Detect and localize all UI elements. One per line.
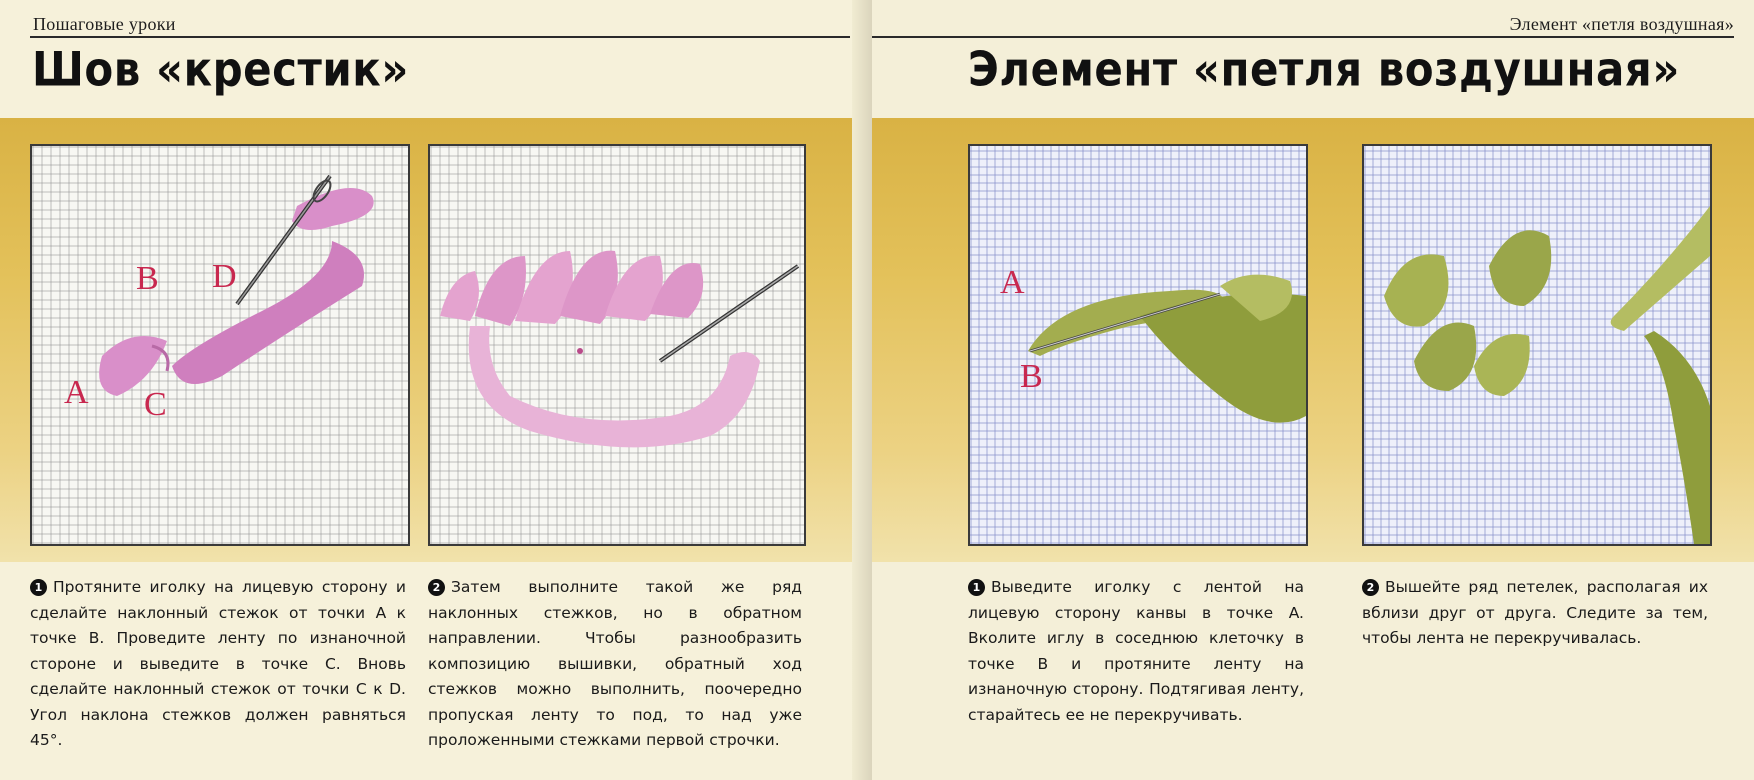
step-2-loop-text: Вышейте ряд петелек, располагая их вблизи друг от друга. Следите за тем, чтобы лента не перекручивалась. [1362,578,1708,647]
left-page [0,0,872,780]
ribbon-illustration-pink-2 [430,146,804,544]
photo-loop-step2 [1362,144,1712,546]
step-2-loop-caption [1362,575,1708,652]
photo-cross-stitch-step2 [428,144,806,546]
step-2-caption [428,575,802,754]
right-page-title: Элемент «петля воздушная» [968,42,1680,97]
right-running-head: Элемент «петля воздушная» [1509,14,1734,34]
label-a: A [64,374,89,411]
label-b: B [136,260,159,297]
step-1-loop-number: 1 [968,579,985,596]
step-2-loop-number: 2 [1362,579,1379,596]
ribbon-illustration-pink-1 [32,146,408,544]
photo-loop-step1 [968,144,1308,546]
step-2-number: 2 [428,579,445,596]
ribbon-illustration-green-1 [970,146,1306,544]
photo-cross-stitch-step1 [30,144,410,546]
label-a-loop: A [1000,264,1025,301]
left-header-rule [30,36,850,38]
step-2-text: Затем выполните такой же ряд наклонных стежков, но в обратном направлении. Чтобы разнообразить композицию вышивки, обратный ход стежков можно выполнить, поочередно пропуская ленту то под, то над уже проложенными стежками первой строчки. [428,578,802,749]
step-1-loop-caption [968,575,1304,728]
right-page [872,0,1754,780]
right-header-rule [872,36,1734,38]
label-b-loop: B [1020,358,1043,395]
left-page-title: Шов «крестик» [32,42,409,97]
step-1-caption [30,575,406,754]
step-1-number: 1 [30,579,47,596]
label-d: D [212,258,237,295]
label-c: C [144,386,167,423]
left-running-head: Пошаговые уроки [33,14,176,34]
step-1-text: Протяните иголку на лицевую сторону и сделайте наклонный стежок от точки A к точке B. Проведите ленту по изнаночной стороне и выведите в точке C. Вновь сделайте наклонный стежок от точки C к D. Угол наклона стежков должен равняться 45°. [30,578,406,749]
step-1-loop-text: Выведите иголку с лентой на лицевую сторону канвы в точке A. Вколите иглу в соседнюю клеточку в точке B и протяните ленту на изнаночную сторону. Подтягивая ленту, старайтесь ее не перекручивать. [968,578,1304,724]
ribbon-illustration-green-2 [1364,146,1710,544]
